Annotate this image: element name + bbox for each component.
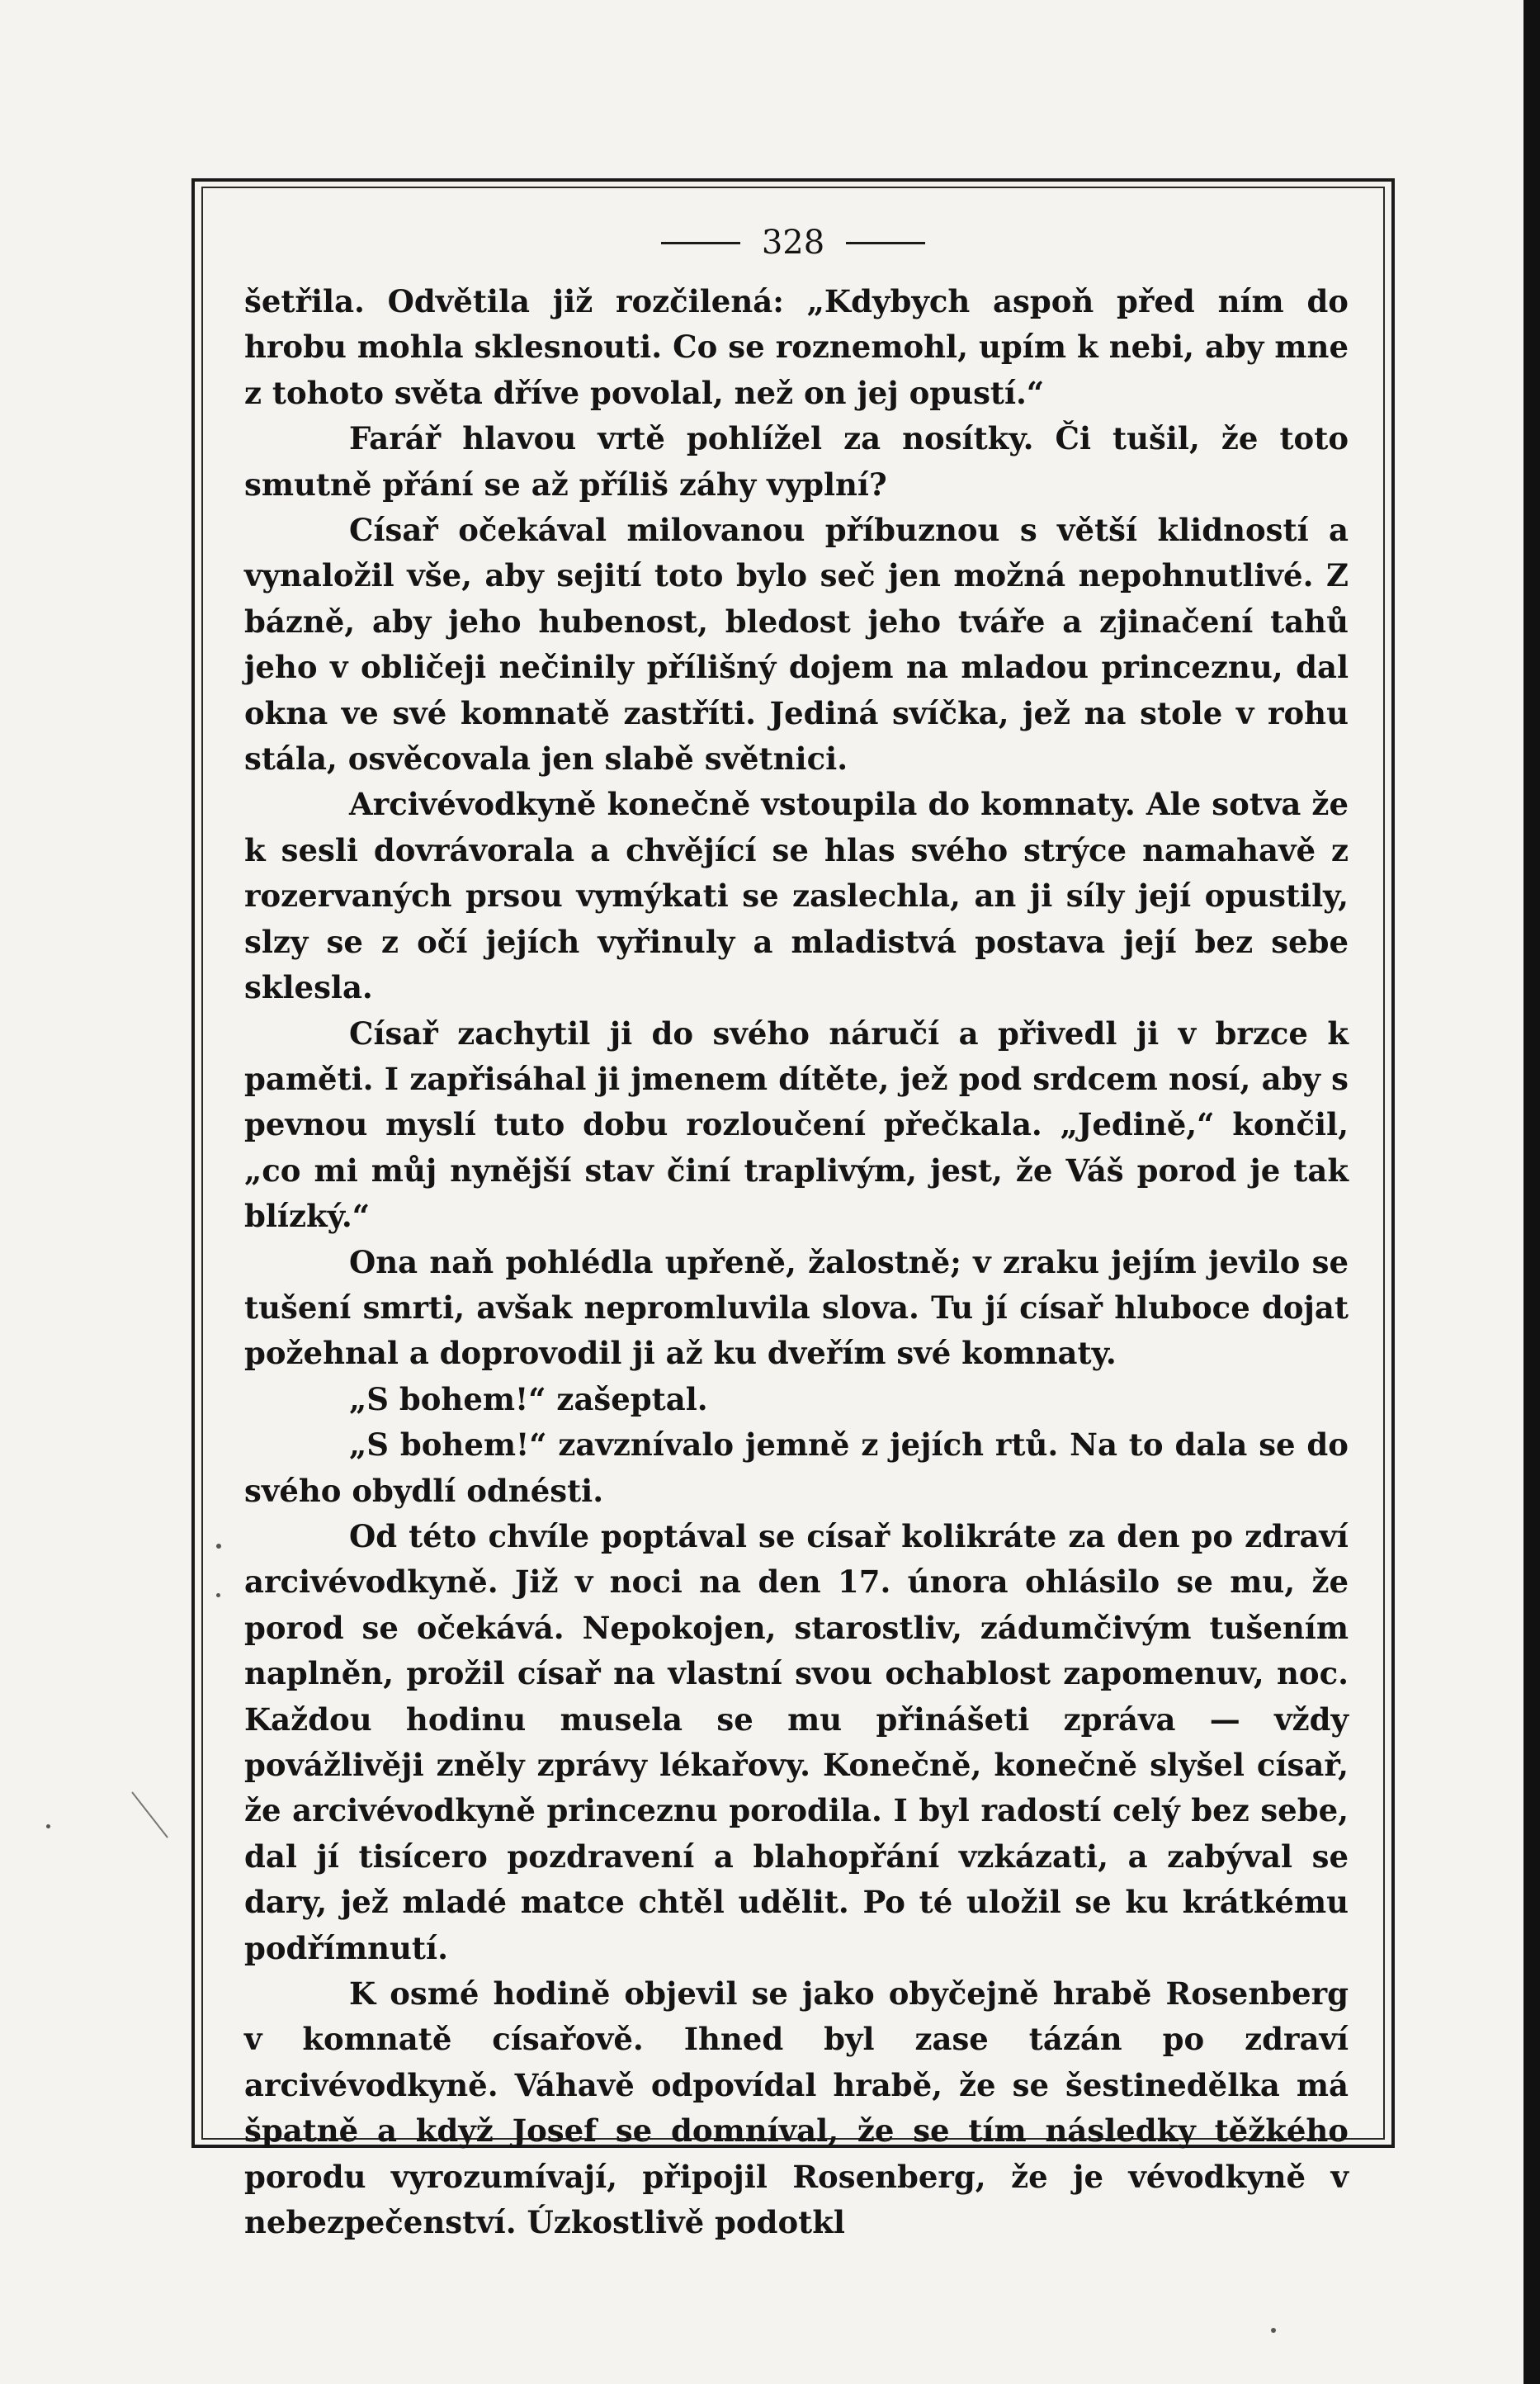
paper-speck [46, 1824, 50, 1828]
header-rule-right [846, 242, 925, 244]
paragraph: Císař očekával milovanou příbuznou s větší klidností a vynaložil vše, aby sejití toto bylo seč jen možná nepohnutlivé. Z bázně, aby jeho hubenost, bledost jeho tváře a zjinačení tahů jeho v obličeji nečinily přílišný dojem na mladou princeznu, dal okna ve své komnatě zastříti. Jediná svíčka, jež na stole v rohu stála, osvěcovala jen slabě světnici. [244, 512, 1349, 778]
page-number: 328 [761, 224, 825, 262]
paper-speck [1271, 2328, 1276, 2333]
paragraph: Arcivévodkyně konečně vstoupila do komnaty. Ale sotva že k sesli dovrávorala a chvějící se hlas svého strýce namahavě z rozervaných prsou vymýkati se zaslechla, an ji síly její opustily, slzy se z očí jejích vyřinuly a mladistvá postava její bez sebe sklesla. [244, 786, 1349, 1006]
paragraph: „S bohem!“ zavznívalo jemně z jejích rtů. Na to dala se do svého obydlí odnésti. [244, 1426, 1349, 1509]
scan-edge [1523, 0, 1540, 2384]
page-header [201, 220, 1385, 266]
paragraph: Od této chvíle poptával se císař kolikráte za den po zdraví arcivévodkyně. Již v noci na den 17. února ohlásilo se mu, že porod se očekává. Nepokojen, starostliv, zádumčivým tušením naplněn, prožil císař na vlastní svou ochablost zapomenuv, noc. Každou hodinu musela se mu přinášeti zpráva — vždy povážlivěji zněly zprávy lékařovy. Konečně, konečně slyšel císař, že arcivévodkyně princeznu porodila. I byl radostí celý bez sebe, dal jí tisícero pozdravení a blahopřání vzkázati, a zabýval se dary, jež mladé matce chtěl udělit. Po té uložil se ku krátkému podřímnutí. [244, 1517, 1349, 1966]
paragraph: K osmé hodině objevil se jako obyčejně hrabě Rosenberg v komnatě císařově. Ihned byl zase tázán po zdraví arcivévodkyně. Váhavě odpovídal hrabě, že se šestinedělka má špatně a když Josef se domníval, že se tím následky těžkého porodu vyrozumívají, připojil Rosenberg, že je vévodkyně v nebezpečenství. Úzkostlivě podotkl [244, 1975, 1349, 2241]
body-text [244, 279, 1349, 2245]
header-rule-left [661, 242, 740, 244]
paragraph: Císař zachytil ji do svého náručí a přivedl ji v brzce k paměti. I zapřisáhal ji jmenem dítěte, jež pod srdcem nosí, aby s pevnou myslí tuto dobu rozloučení přečkala. „Jedině,“ končil, „co mi můj nynější stav činí traplivým, jest, že Váš porod je tak blízký.“ [244, 1015, 1349, 1235]
paper-scratch [131, 1791, 168, 1838]
paragraph: Ona naň pohlédla upřeně, žalostně; v zraku jejím jevilo se tušení smrti, avšak nepromluvila slova. Tu jí císař hluboce dojat požehnal a doprovodil ji až ku dveřím své komnaty. [244, 1243, 1349, 1372]
paragraph: Farář hlavou vrtě pohlížel za nosítky. Či tušil, že toto smutně přání se až příliš záhy vyplní? [244, 420, 1349, 503]
paragraph: šetřila. Odvětila již rozčilená: „Kdybych aspoň před ním do hrobu mohla sklesnouti. Co se roznemohl, upím k nebi, aby mne z tohoto světa dříve povolal, než on jej opustí.“ [244, 283, 1349, 411]
paragraph: „S bohem!“ zašeptal. [349, 1380, 708, 1417]
